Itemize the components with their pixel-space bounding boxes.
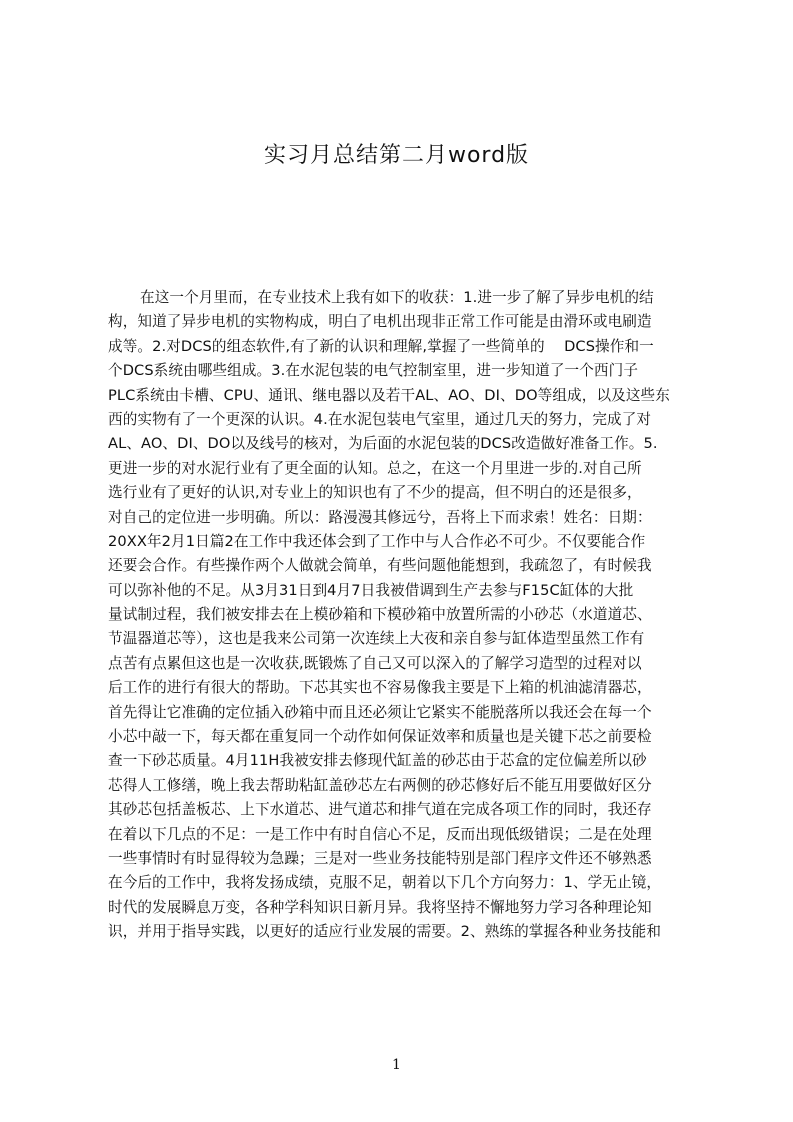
- text-line: 一些事情时有时显得较为急躁；三是对一些业务技能特别是部门程序文件还不够熟悉: [108, 849, 652, 867]
- text-line: PLC系统由卡槽、CPU、通讯、继电器以及若干AL、AO、DI、DO等组成，以及这些东: [108, 386, 670, 404]
- text-line: 节温器道芯等），这也是我来公司第一次连续上大夜和亲自参与缸体造型虽然工作有: [108, 630, 645, 648]
- text-line: AL、AO、DI、DO以及线号的核对，为后面的水泥包装的DCS改造做好准备工作。5.: [108, 435, 658, 453]
- text-line: 点苦有点累但这也是一次收获,既锻炼了自己又可以深入的了解学习造型的过程对以: [108, 654, 642, 672]
- text-line: 在今后的工作中，我将发扬成绩，克服不足，朝着以下几个方向努力：1、学无止镜，: [108, 874, 662, 892]
- text-line: 在着以下几点的不足：一是工作中有时自信心不足，反而出现低级错误；二是在处理: [108, 825, 652, 843]
- text-line: 查一下砂芯质量。4月11H我被安排去修现代缸盖的砂芯由于芯盒的定位偏差所以砂: [108, 752, 647, 770]
- text-line: 后工作的进行有很大的帮助。下芯其实也不容易像我主要是下上箱的机油滤清器芯，: [108, 679, 652, 697]
- page-title: 实习月总结第二月word版: [263, 143, 530, 168]
- text-line: 对自己的定位进一步明确。所以：路漫漫其修远兮，吾将上下而求索！姓名：日期：: [108, 508, 652, 526]
- text-line: 构，知道了异步电机的实物构成，明白了电机出现非正常工作可能是由滑环或电刷造: [108, 313, 652, 331]
- text-line: 成等。2.对DCS的组态软件,有了新的认识和理解,掌握了一些简单的 DCS操作和一: [108, 337, 654, 355]
- text-line: 西的实物有了一个更深的认识。4.在水泥包装电气室里，通过几天的努力，完成了对: [108, 410, 652, 428]
- text-line: 首先得让它准确的定位插入砂箱中而且还必须让它紧实不能脱落所以我还会在每一个: [108, 703, 652, 721]
- text-line: 20XX年2月1日篇2在工作中我还体会到了工作中与人合作必不可少。不仅要能合作: [108, 532, 646, 550]
- text-line: 量试制过程，我们被安排去在上模砂箱和下模砂箱中放置所需的小砂芯（水道道芯、: [108, 606, 652, 624]
- text-line: 小芯中敲一下，每天都在重复同一个动作如何保证效率和质量也是关键下芯之前要检: [108, 728, 652, 746]
- text-line: 时代的发展瞬息万变，各种学科知识日新月异。我将坚持不懈地努力学习各种理论知: [108, 898, 652, 916]
- body-text: [108, 286, 698, 998]
- text-line: 更进一步的对水泥行业有了更全面的认知。总之，在这一个月里进一步的.对自己所: [108, 459, 642, 477]
- text-line: 可以弥补他的不足。从3月31日到4月7日我被借调到生产去参与F15C缸体的大批: [108, 581, 634, 599]
- text-line: 其砂芯包括盖板芯、上下水道芯、进气道芯和排气道在完成各项工作的同时，我还存: [108, 801, 652, 819]
- text-line: 识，并用于指导实践，以更好的适应行业发展的需要。2、熟练的掌握各种业务技能和: [108, 923, 662, 941]
- page-number: 1: [392, 1057, 401, 1073]
- text-line: 还要会合作。有些操作两个人做就会简单，有些问题他能想到，我疏忽了，有时候我: [108, 557, 652, 575]
- text-line: 个DCS系统由哪些组成。3.在水泥包装的电气控制室里，进一步知道了一个西门子: [108, 362, 639, 380]
- text-line: 芯得人工修缮，晚上我去帮助粘缸盖砂芯左右两侧的砂芯修好后不能互用要做好区分: [108, 776, 652, 794]
- text-line: 选行业有了更好的认识,对专业上的知识也有了不少的提高，但不明白的还是很多，: [108, 484, 642, 502]
- text-line: 在这一个月里而，在专业技术上我有如下的收获：1.进一步了解了异步电机的结: [140, 289, 654, 306]
